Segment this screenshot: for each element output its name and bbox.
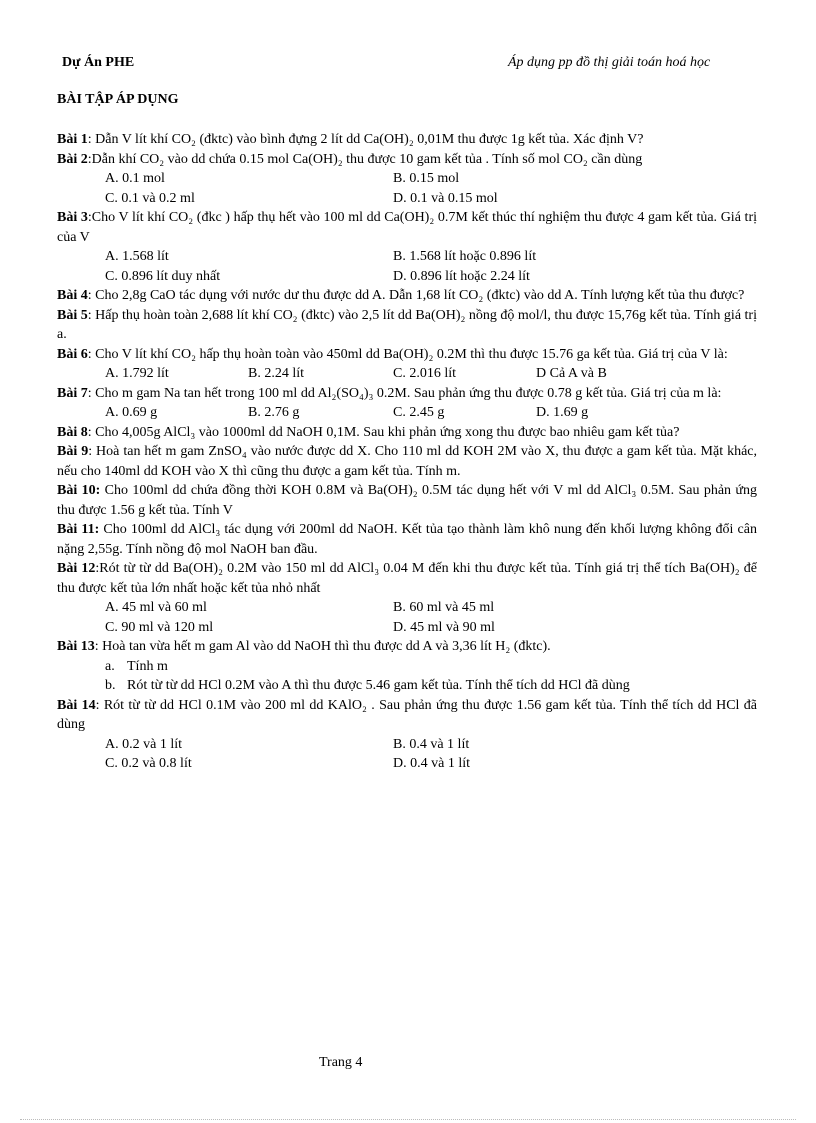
problem-text: : Cho V lít khí CO₂ hấp thụ hoàn toàn vào 450ml dd Ba(OH)₂ 0.2M thì thu được 15.76 ga kết tủa. Giá trị của V là: [87,346,728,362]
problem-label: Bài 12 [57,561,96,576]
answer-options [57,598,757,618]
answer-option: D Cả A và B [536,366,607,381]
header-left: Dự Án PHE [62,55,135,70]
answer-option: D. 0.4 và 1 lít [393,756,470,771]
problem [57,208,757,247]
problem [57,130,757,150]
problem-label: Bài 4 [57,288,88,303]
problem [57,559,757,598]
problem-text: : Rót từ từ dd HCl 0.1M vào 200 ml dd KAlO₂ . Sau phản ứng thu được 1.56 gam kết tủa. Tính thể tích dd HCl đã dùng [57,697,757,732]
problem [57,696,757,735]
problem-text: : Hấp thụ hoàn toàn 2,688 lít khí CO₂ (đktc) vào 2,5 lít dd Ba(OH)₂ nồng độ mol/l, thu được 15,76g kết tủa. Tính giá trị a. [57,307,757,342]
sub-question [57,657,757,677]
answer-option: B. 0.4 và 1 lít [393,736,470,752]
problem [57,306,757,345]
answer-option: C. 2.016 lít [393,366,457,381]
problem-label: Bài 8 [57,424,88,440]
problem-text: :Cho V lít khí CO₂ (đkc ) hấp thụ hết vào 100 ml dd Ca(OH)₂ 0.7M kết thúc thí nghiệm thu được 4 gam kết tủa. Giá trị của V [57,210,757,245]
answer-options [57,618,757,638]
problem [57,520,757,559]
problem-label: Bài 14 [57,697,96,713]
problem-label: Bài 2 [57,151,88,167]
problem [57,150,757,170]
problem-text: : Hoà tan vừa hết m gam Al vào dd NaOH thì thu được dd A và 3,36 lít H₂ (đktc). [94,639,551,654]
answer-option: C. 0.2 và 0.8 lít [105,756,192,771]
answer-option: C. 90 ml và 120 ml [105,619,214,635]
problem-label: Bài 13 [57,639,95,654]
problem [57,384,757,404]
answer-option: A. 1.792 lít [105,366,169,381]
sub-question-letter: a. [105,658,115,674]
page-number: Trang 4 [319,1055,363,1070]
problem-text: Cho 100ml dd chứa đồng thời KOH 0.8M và Ba(OH)₂ 0.5M tác dụng hết với V ml dd AlCl₃ 0.5M. Sau phản ứng thu được 1.56 g kết tủa. Tính V [57,483,758,518]
problem-text: Cho 100ml dd AlCl₃ tác dụng với 200ml dd NaOH. Kết tủa tạo thành làm khô nung đến khối lượng không đổi cân nặng 2,55g. Tính nồng độ mol NaOH ban đầu. [57,522,757,557]
problem-text: :Rót từ từ dd Ba(OH)₂ 0.2M vào 150 ml dd AlCl₃ 0.04 M đến khi thu được kết tủa. Tính giá trị thể tích Ba(OH)₂ để thu được kết tủa lớn nhất hoặc kết tủa nhỏ nhất [57,561,758,596]
problem-text: : Cho m gam Na tan hết trong 100 ml dd Al₂(SO₄)₃ 0.2M. Sau phản ứng thu được 0.78 g kết tủa. Giá trị của m là: [87,385,722,401]
answer-option: B. 2.76 g [248,405,300,420]
answer-option: A. 45 ml và 60 ml [105,600,207,615]
problem-text: : Cho 2,8g CaO tác dụng với nước dư thu được dd A. Dẫn 1,68 lít CO₂ (đktc) vào dd A. Tính lượng kết tủa thu được? [87,288,745,303]
answer-options [57,754,757,774]
answer-option: C. 0.1 và 0.2 ml [105,190,195,206]
answer-options [57,247,757,267]
sub-question-letter: b. [105,678,116,693]
header-right: Áp dụng pp đồ thị giải toán hoá học [508,55,711,70]
problem-text: : Dẫn V lít khí CO₂ (đktc) vào bình đựng 2 lít dd Ca(OH)₂ 0,01M thu được 1g kết tủa. Xác định V? [87,132,644,147]
answer-options [57,189,757,209]
answer-options [57,364,757,384]
answer-options [57,169,757,189]
section-title: BÀI TẬP ÁP DỤNG [57,92,179,107]
problem-label: Bài 5 [57,307,88,323]
answer-option: B. 1.568 lít hoặc 0.896 lít [393,249,537,264]
problem-list [57,130,757,774]
answer-options [57,267,757,287]
sub-question-text: Tính m [127,658,168,674]
problem-label: Bài 6 [57,346,88,362]
problem [57,442,757,481]
answer-option: B. 2.24 lít [248,366,305,381]
answer-options [57,735,757,755]
answer-option: D. 45 ml và 90 ml [393,619,495,635]
answer-option: D. 1.69 g [536,405,589,420]
problem [57,481,757,520]
answer-option: A. 0.2 và 1 lít [105,736,182,752]
problem [57,423,757,443]
sub-question [57,676,757,696]
answer-option: A. 0.69 g [105,405,158,420]
page-bottom-divider [20,1119,796,1120]
problem-label: Bài 3 [57,210,88,225]
problem-label: Bài 7 [57,385,88,401]
problem [57,286,757,306]
problem-label: Bài 1 [57,132,88,147]
problem-label: Bài 11: [57,522,100,537]
answer-option: C. 0.896 lít duy nhất [105,268,221,284]
answer-option: A. 1.568 lít [105,249,169,264]
answer-option: D. 0.896 lít hoặc 2.24 lít [393,268,530,284]
problem [57,637,757,657]
problem-text: : Cho 4,005g AlCl₃ vào 1000ml dd NaOH 0,1M. Sau khi phản ứng xong thu được bao nhiêu gam kết tủa? [87,424,680,440]
answer-option: B. 0.15 mol [393,171,460,186]
answer-options [57,403,757,423]
answer-option: A. 0.1 mol [105,171,165,186]
problem-label: Bài 9 [57,444,89,459]
problem-text: : Hoà tan hết m gam ZnSO₄ vào nước được dd X. Cho 110 ml dd KOH 2M vào X, thu được a gam kết tủa. Mặt khác, nếu cho 140ml dd KOH vào X thì cũng thu được a gam kết tủa. Tính m. [57,444,758,479]
problem [57,345,757,365]
problem-label: Bài 10: [57,483,101,498]
answer-option: D. 0.1 và 0.15 mol [393,190,498,206]
problem-text: :Dẫn khí CO₂ vào dd chứa 0.15 mol Ca(OH)₂ thu được 10 gam kết tủa . Tính số mol CO₂ cần dùng [87,151,643,167]
sub-question-text: Rót từ từ dd HCl 0.2M vào A thì thu được 5.46 gam kết tủa. Tính thể tích dd HCl đã dùng [127,678,630,693]
answer-option: B. 60 ml và 45 ml [393,600,495,615]
answer-option: C. 2.45 g [393,405,445,420]
